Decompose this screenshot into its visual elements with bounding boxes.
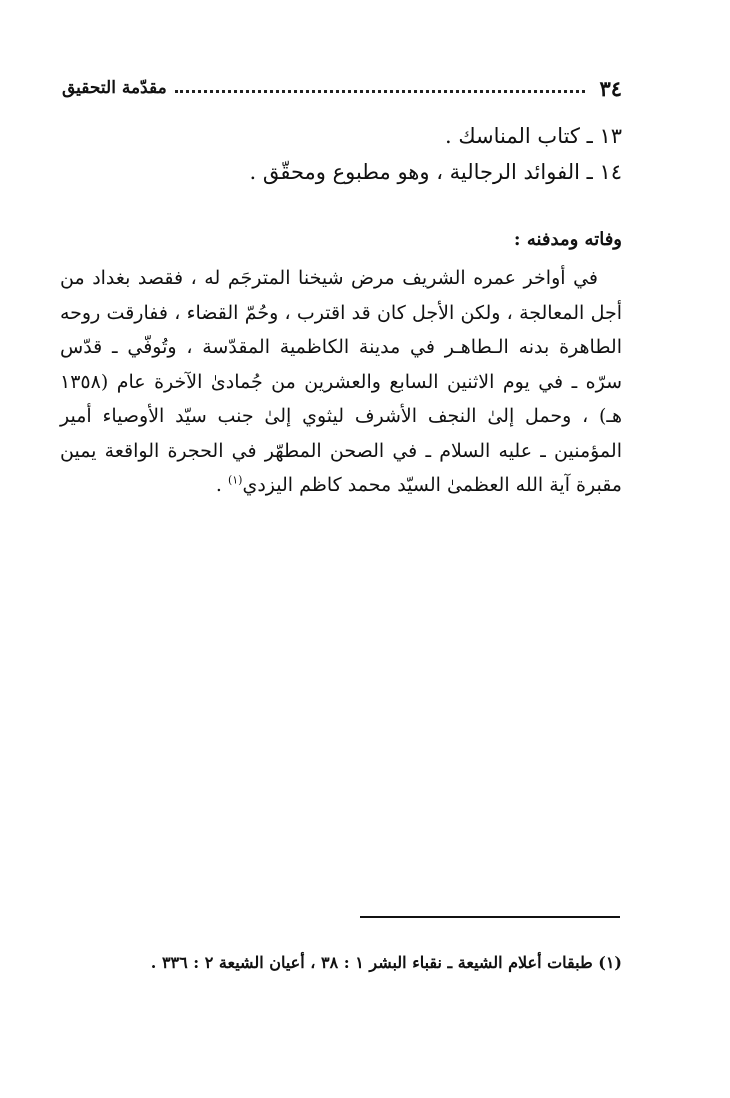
running-title: مقدّمة التحقيق <box>62 78 167 98</box>
footnote-divider <box>360 916 620 918</box>
body-text <box>60 261 622 503</box>
paragraph-end: . <box>215 474 228 496</box>
running-head <box>62 74 622 102</box>
paragraph-text: في أواخر عمره الشريف مرض شيخنا المترجَم له ، فقصد بغداد من أجل المعالجة ، ولكن الأجل كان قد اقترب ، وحُمّ القضاء ، ففارقت روحه الطاهرة بدنه الـطاهـر في مدينة الكاظمية المقدّسة ، وتُوفّي ـ قدّس سرّه ـ في يوم الاثنين السابع والعشرين من جُمادىٰ الآخرة عام (١٣٥٨ هـ) ، وحمل إلىٰ النجف الأشرف ليثوي إلىٰ جنب سيّد الأوصياء أمير المؤمنين ـ عليه السلام ـ في الصحن المطهّر في الحجرة الواقعة يمين مقبرة آية الله العظمىٰ السيّد محمد كاظم اليزدي <box>60 267 622 496</box>
works-list <box>162 118 622 190</box>
paragraph <box>60 261 622 503</box>
list-item: ١٤ ـ الفوائد الرجالية ، وهو مطبوع ومحقّق . <box>249 160 622 184</box>
footnote: (١) طبقات أعلام الشيعة ـ نقباء البشر ١ : ٣٨ ، أعيان الشيعة ٢ : ٣٣٦ . <box>150 953 622 972</box>
footnote-marker: (١) <box>227 473 243 487</box>
section-heading: وفاته ومدفنه : <box>513 229 622 250</box>
page-number: ٣٤ <box>599 75 622 101</box>
list-item: ١٣ ـ كتاب المناسك . <box>445 124 622 148</box>
leader-dots <box>175 90 586 93</box>
